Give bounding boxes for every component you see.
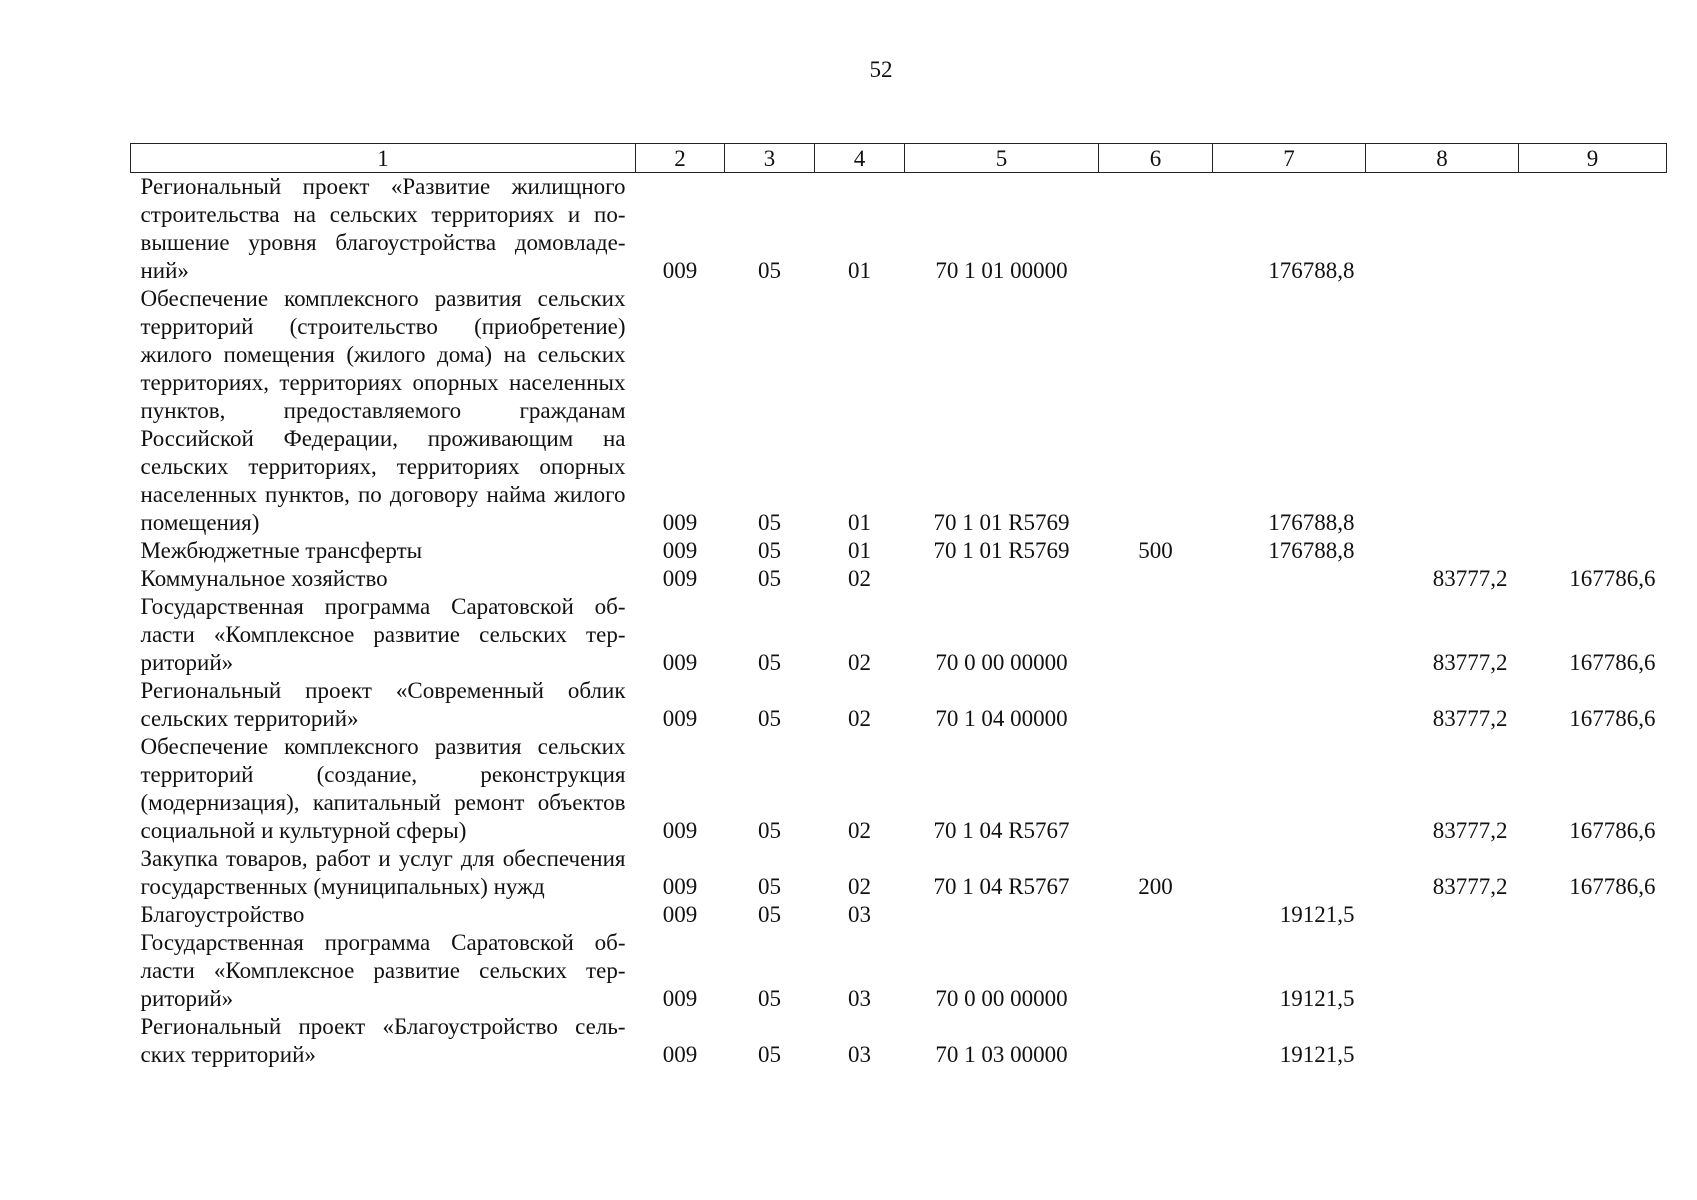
- amount-col-8: [1366, 929, 1519, 1013]
- target-article-code: 70 0 00 00000: [935, 986, 1068, 1011]
- table-row: [131, 565, 1667, 593]
- subsection-code: 01: [848, 538, 871, 563]
- amount-col-7: [1213, 845, 1366, 901]
- subsection-code: 03: [848, 1042, 871, 1067]
- subsection-code: 02: [848, 874, 871, 899]
- section-code: 05: [758, 874, 781, 899]
- column-header-8: 8: [1366, 144, 1519, 173]
- target-article-code: 70 1 01 R5769: [933, 538, 1070, 563]
- subsection-code: 01: [848, 258, 871, 283]
- amount-col-8: 83777,2: [1432, 818, 1508, 843]
- amount-col-9: 167786,6: [1569, 874, 1656, 899]
- amount-col-9: 167786,6: [1569, 566, 1656, 591]
- amount-col-7: [1213, 677, 1366, 733]
- expense-type-code: [1099, 929, 1213, 1013]
- column-header-9: 9: [1519, 144, 1667, 173]
- row-name: Государственная программа Саратовской области «Комплексное развитие сельских территорий»: [140, 594, 626, 675]
- subsection-code: 02: [848, 706, 871, 731]
- amount-col-9: 167786,6: [1569, 706, 1656, 731]
- section-code: 05: [758, 538, 781, 563]
- amount-col-7: 19121,5: [1279, 1042, 1355, 1067]
- column-header-2: 2: [636, 144, 725, 173]
- table-row: [131, 1013, 1667, 1069]
- amount-col-8: [1366, 901, 1519, 929]
- row-name: Региональный проект «Благоустройство сельских территорий»: [140, 1014, 626, 1067]
- amount-col-9: [1519, 929, 1667, 1013]
- target-article-code: 70 0 00 00000: [935, 650, 1068, 675]
- expense-type-code: [1099, 901, 1213, 929]
- subsection-code: 02: [848, 566, 871, 591]
- expense-type-code: [1099, 733, 1213, 845]
- table-row: [131, 285, 1667, 537]
- section-code: 05: [758, 566, 781, 591]
- amount-col-9: [1519, 1013, 1667, 1069]
- column-header-5: 5: [905, 144, 1099, 173]
- amount-col-8: 83777,2: [1432, 874, 1508, 899]
- expense-type-code: 200: [1138, 874, 1173, 899]
- expense-type-code: [1099, 173, 1213, 286]
- column-header-6: 6: [1099, 144, 1213, 173]
- column-header-4: 4: [815, 144, 905, 173]
- ministry-code: 009: [662, 566, 698, 591]
- target-article-code: 70 1 04 R5767: [933, 874, 1070, 899]
- target-article-code: 70 1 03 00000: [935, 1042, 1068, 1067]
- section-code: 05: [758, 902, 781, 927]
- amount-col-7: 176788,8: [1268, 538, 1355, 563]
- amount-col-8: 83777,2: [1432, 566, 1508, 591]
- amount-col-7: [1213, 733, 1366, 845]
- page-number: 52: [869, 57, 893, 82]
- amount-col-8: [1366, 537, 1519, 565]
- amount-col-8: [1366, 285, 1519, 537]
- table-row: [131, 845, 1667, 901]
- ministry-code: 009: [662, 818, 698, 843]
- table-row: [131, 677, 1667, 733]
- ministry-code: 009: [662, 538, 698, 563]
- table-row: [131, 733, 1667, 845]
- ministry-code: 009: [662, 874, 698, 899]
- row-name: Благоустройство: [140, 902, 305, 927]
- row-name: Обеспечение комплексного развития сельских территорий (создание, реконструкция (модернизация), капитальный ремонт объектов социальной и культурной сферы): [140, 734, 626, 843]
- subsection-code: 02: [848, 818, 871, 843]
- section-code: 05: [758, 510, 781, 535]
- section-code: 05: [758, 706, 781, 731]
- section-code: 05: [758, 650, 781, 675]
- expense-type-code: [1099, 285, 1213, 537]
- amount-col-7: 176788,8: [1268, 258, 1355, 283]
- amount-col-8: [1366, 1013, 1519, 1069]
- amount-col-9: [1519, 285, 1667, 537]
- subsection-code: 02: [848, 650, 871, 675]
- budget-table: [130, 143, 1667, 1069]
- amount-col-7: 19121,5: [1279, 902, 1355, 927]
- target-article-code: 70 1 01 R5769: [933, 510, 1070, 535]
- ministry-code: 009: [662, 986, 698, 1011]
- amount-col-7: [1213, 593, 1366, 677]
- target-article-code: 70 1 04 R5767: [933, 818, 1070, 843]
- subsection-code: 03: [848, 986, 871, 1011]
- target-article-code: [905, 565, 1099, 593]
- table-row: [131, 901, 1667, 929]
- target-article-code: 70 1 04 00000: [935, 706, 1068, 731]
- header-row: [131, 144, 1667, 173]
- row-name: Региональный проект «Развитие жилищного строительства на сельских территориях и повышение уровня благоустройства домовладений»: [140, 174, 626, 283]
- target-article-code: 70 1 01 00000: [935, 258, 1068, 283]
- ministry-code: 009: [662, 650, 698, 675]
- section-code: 05: [758, 258, 781, 283]
- column-header-7: 7: [1213, 144, 1366, 173]
- amount-col-9: [1519, 173, 1667, 286]
- expense-type-code: [1099, 593, 1213, 677]
- ministry-code: 009: [662, 902, 698, 927]
- amount-col-9: [1519, 537, 1667, 565]
- target-article-code: [905, 901, 1099, 929]
- table-row: [131, 929, 1667, 1013]
- row-name: Обеспечение комплексного развития сельских территорий (строительство (приобретение) жилого помещения (жилого дома) на сельских территориях, территориях опорных населенных пунктов, предоставляемого гражданам Российской Федерации, проживающим на сельских территориях, территориях опорных населенных пунктов, по договору найма жилого помещения): [140, 286, 626, 535]
- column-header-3: 3: [725, 144, 815, 173]
- ministry-code: 009: [662, 258, 698, 283]
- amount-col-8: 83777,2: [1432, 650, 1508, 675]
- row-name: Межбюджетные трансферты: [140, 538, 423, 563]
- amount-col-7: 19121,5: [1279, 986, 1355, 1011]
- ministry-code: 009: [662, 1042, 698, 1067]
- expense-type-code: [1099, 1013, 1213, 1069]
- subsection-code: 01: [848, 510, 871, 535]
- section-code: 05: [758, 1042, 781, 1067]
- amount-col-8: 83777,2: [1432, 706, 1508, 731]
- table-row: [131, 537, 1667, 565]
- subsection-code: 03: [848, 902, 871, 927]
- table-row: [131, 593, 1667, 677]
- ministry-code: 009: [662, 706, 698, 731]
- row-name: Коммунальное хозяйство: [140, 566, 388, 591]
- amount-col-9: 167786,6: [1569, 818, 1656, 843]
- amount-col-8: [1366, 173, 1519, 286]
- section-code: 05: [758, 818, 781, 843]
- row-name: Региональный проект «Современный облик сельских территорий»: [140, 678, 626, 731]
- expense-type-code: 500: [1138, 538, 1173, 563]
- row-name: Государственная программа Саратовской области «Комплексное развитие сельских территорий»: [140, 930, 626, 1011]
- expense-type-code: [1099, 677, 1213, 733]
- amount-col-9: 167786,6: [1569, 650, 1656, 675]
- amount-col-9: [1519, 901, 1667, 929]
- column-header-1: 1: [131, 144, 636, 173]
- table-row: [131, 173, 1667, 286]
- row-name: Закупка товаров, работ и услуг для обеспечения государственных (муниципальных) нужд: [140, 846, 626, 899]
- ministry-code: 009: [662, 510, 698, 535]
- amount-col-7: [1213, 565, 1366, 593]
- expense-type-code: [1099, 565, 1213, 593]
- amount-col-7: 176788,8: [1268, 510, 1355, 535]
- section-code: 05: [758, 986, 781, 1011]
